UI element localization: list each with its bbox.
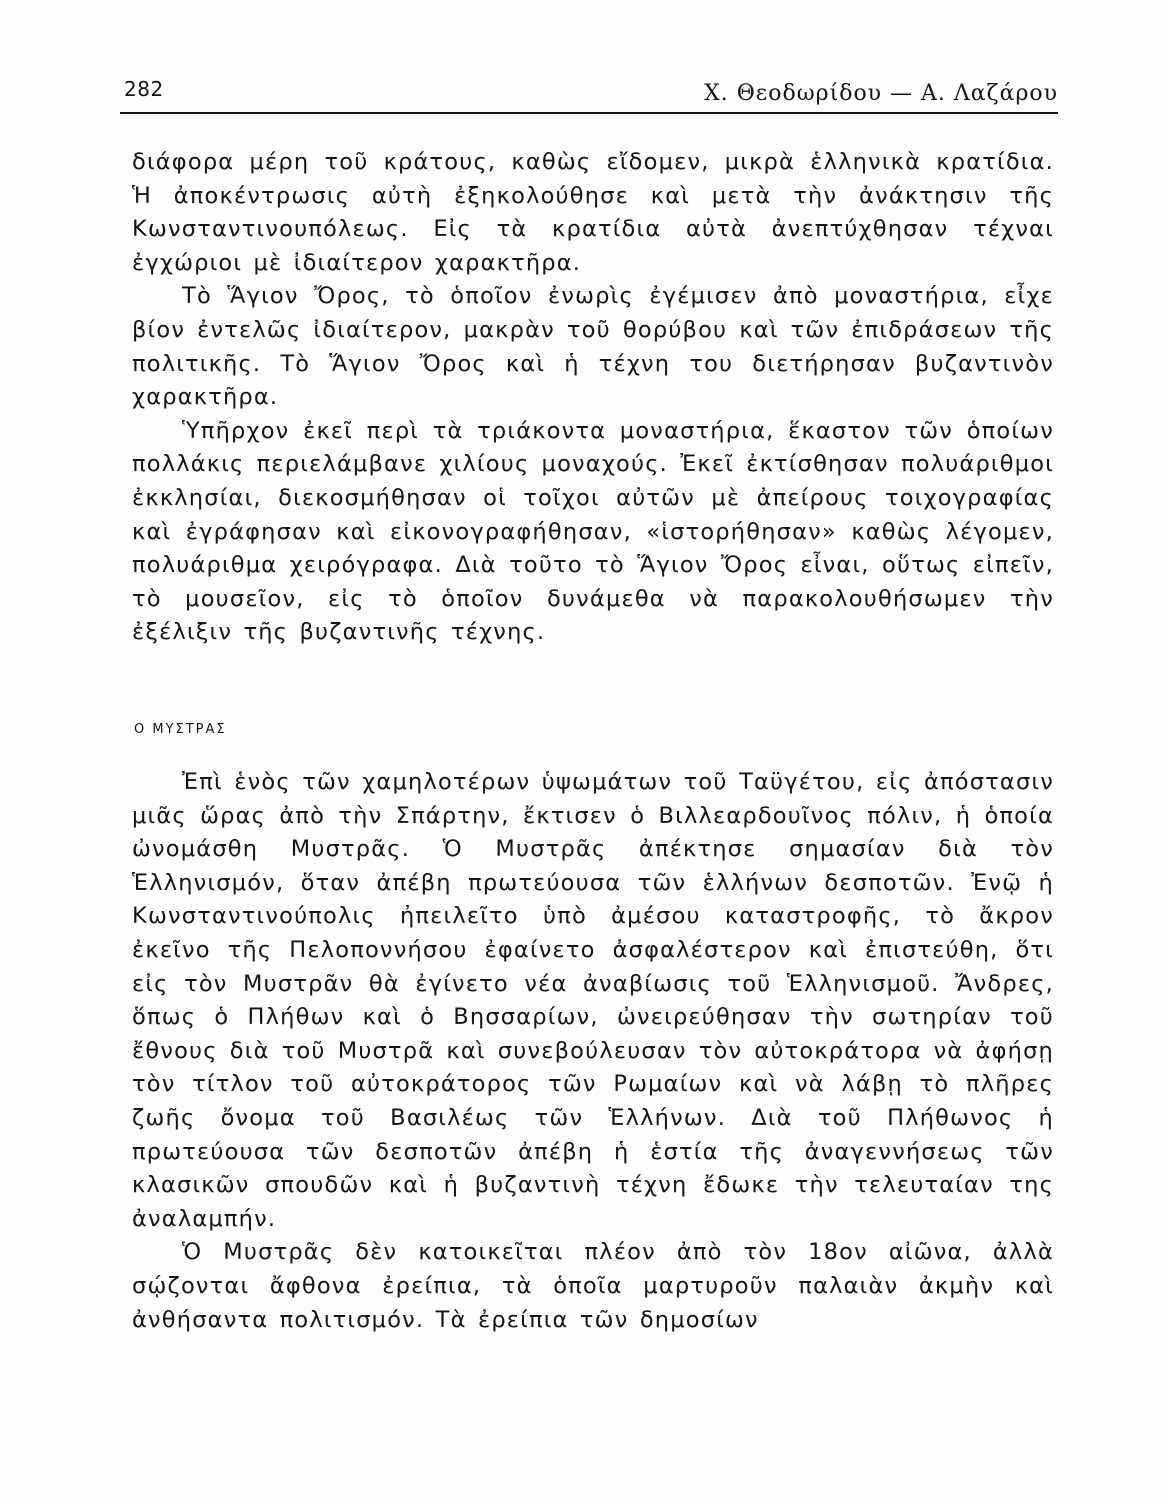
paragraph-continuation: διάφορα μέρη τοῦ κράτους, καθὼς εἴδομεν, μικρὰ ἑλληνικὰ κρατίδια. Ἡ ἀποκέντρωσις αὐτὴ ἐξηκολούθησε καὶ μετὰ τὴν ἀνάκτησιν τῆς Κωνσταντινουπόλεως. Εἰς τὰ κρατίδια αὐτὰ ἀνεπτύχθησαν τέχναι ἐγχώριοι μὲ ἰδιαίτερον χαρακτῆρα. [132, 149, 1054, 276]
paragraph-mystras-history: Ἐπὶ ἑνὸς τῶν χαμηλοτέρων ὑψωμάτων τοῦ Ταϋγέτου, εἰς ἀπόστασιν μιᾶς ὥρας ἀπὸ τὴν Σπάρτην, ἔκτισεν ὁ Βιλλεαρδουῖνος πόλιν, ἡ ὁποία ὠνομάσθη Μυστρᾶς. Ὁ Μυστρᾶς ἀπέκτησε σημασίαν διὰ τὸν Ἑλληνισμόν, ὅταν ἀπέβη πρωτεύουσα τῶν ἑλλήνων δεσποτῶν. Ἐνῷ ἡ Κωνσταντινούπολις ἠπειλεῖτο ὑπὸ ἀμέσου καταστροφῆς, τὸ ἄκρον ἐκεῖνο τῆς Πελοποννήσου ἐφαίνετο ἀσφαλέστερον καὶ ἐπιστεύθη, ὅτι εἰς τὸν Μυστρᾶν θὰ ἐγίνετο νέα ἀναβίωσις τοῦ Ἑλληνισμοῦ. Ἄνδρες, ὅπως ὁ Πλήθων καὶ ὁ Βησσαρίων, ὠνειρεύθησαν τὴν σωτηρίαν τοῦ ἔθνους διὰ τοῦ Μυστρᾶ καὶ συνεβούλευσαν τὸν αὐτοκράτορα νὰ ἀφήσῃ τὸν τίτλον τοῦ αὐτοκράτορος τῶν Ρωμαίων καὶ νὰ λάβῃ τὸ πλῆρες ζωῆς ὄνομα τοῦ Βασιλέως τῶν Ἑλλήνων. Διὰ τοῦ Πλήθωνος ἡ πρωτεύουσα τῶν δεσποτῶν ἀπέβη ἡ ἑστία τῆς ἀναγεννήσεως τῶν κλασικῶν σπουδῶν καὶ ἡ βυζαντινὴ τέχνη ἔδωκε τὴν τελευταίαν της ἀναλαμπήν. [132, 769, 1054, 1232]
page-header [120, 74, 1058, 114]
page-number: 282 [124, 77, 164, 101]
text-block-mystras [132, 766, 1054, 1337]
text-block-athos [132, 146, 1054, 650]
paragraph-mount-athos: Τὸ Ἅγιον Ὄρος, τὸ ὁποῖον ἐνωρὶς ἐγέμισεν ἀπὸ μοναστήρια, εἶχε βίον ἐντελῶς ἰδιαίτερον, μακρὰν τοῦ θορύβου καὶ τῶν ἐπιδράσεων τῆς πολιτικῆς. Τὸ Ἅγιον Ὄρος καὶ ἡ τέχνη του διετήρησαν βυζαντινὸν χαρακτῆρα. [132, 283, 1054, 411]
header-rule [120, 112, 1058, 114]
section-heading: Ο ΜΥΣΤΡΑΣ [134, 722, 227, 737]
running-head: Χ. Θεοδωρίδου — Α. Λαζάρου [704, 81, 1058, 106]
paragraph-monasteries: Ὑπῆρχον ἐκεῖ περὶ τὰ τριάκοντα μοναστήρια, ἕκαστον τῶν ὁποίων πολλάκις περιελάμβανε χιλίους μοναχούς. Ἐκεῖ ἐκτίσθησαν πολυάριθμοι ἐκκλησίαι, διεκοσμήθησαν οἱ τοῖχοι αὐτῶν μὲ ἀπείρους τοιχογραφίας καὶ ἐγράφησαν καὶ εἰκονογραφήθησαν, «ἱστορήθησαν» καθὼς λέγομεν, πολυάριθμα χειρόγραφα. Διὰ τοῦτο τὸ Ἅγιον Ὄρος εἶναι, οὕτως εἰπεῖν, τὸ μουσεῖον, εἰς τὸ ὁποῖον δυνάμεθα νὰ παρακολουθήσωμεν τὴν ἐξέλιξιν τῆς βυζαντινῆς τέχνης. [132, 417, 1054, 646]
paragraph-mystras-ruins: Ὁ Μυστρᾶς δὲν κατοικεῖται πλέον ἀπὸ τὸν 18ον αἰῶνα, ἀλλὰ σῴζονται ἄφθονα ἐρείπια, τὰ ὁποῖα μαρτυροῦν παλαιὰν ἀκμὴν καὶ ἀνθήσαντα πολιτισμόν. Τὰ ἐρείπια τῶν δημοσίων [132, 1239, 1054, 1333]
